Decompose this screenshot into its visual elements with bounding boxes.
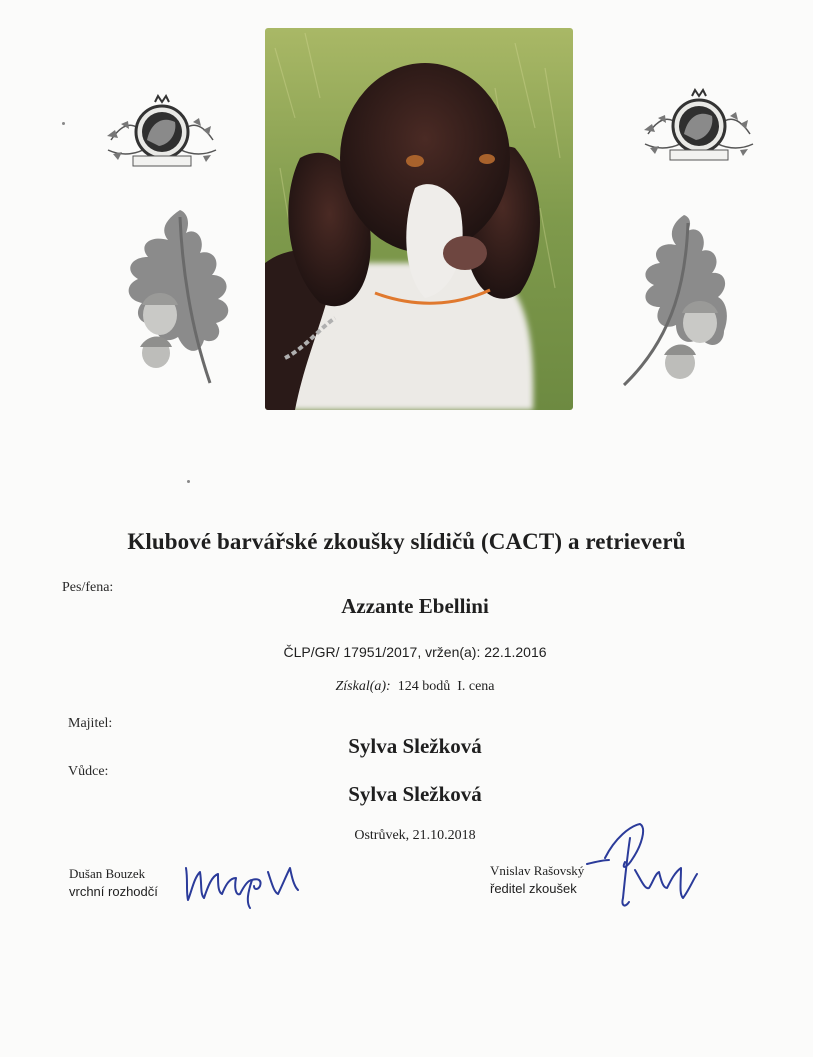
dog-name: Azzante Ebellini bbox=[341, 594, 489, 618]
dog-label: Pes/fena: bbox=[62, 580, 114, 595]
place-date: Ostrůvek, 21.10.2018 bbox=[354, 828, 476, 843]
scan-dot bbox=[62, 122, 65, 125]
owner-name: Sylva Sležková bbox=[348, 734, 482, 758]
result-prize: I. cena bbox=[457, 679, 495, 694]
director-role: ředitel zkoušek bbox=[490, 881, 577, 896]
oak-leaf-acorn-icon bbox=[614, 205, 732, 395]
registration-line: ČLP/GR/ 17951/2017, vržen(a): 22.1.2016 bbox=[283, 644, 547, 660]
judge-signature bbox=[178, 850, 303, 910]
result-line bbox=[0, 679, 813, 695]
judge-role: vrchní rozhodčí bbox=[69, 884, 158, 899]
handler-name: Sylva Sležková bbox=[348, 782, 482, 806]
handler-label: Vůdce: bbox=[68, 764, 109, 779]
owner-label: Majitel: bbox=[68, 716, 113, 731]
club-emblem-icon bbox=[103, 92, 221, 176]
oak-leaf-acorn-icon bbox=[120, 205, 238, 395]
result-points: 124 bodů bbox=[397, 679, 451, 694]
dog-photo bbox=[265, 28, 573, 410]
scan-dot bbox=[187, 480, 190, 483]
result-label: Získal(a): bbox=[335, 679, 391, 694]
director-name: Vnislav Rašovský bbox=[490, 863, 585, 878]
certificate-title: Klubové barvářské zkoušky slídičů (CACT) a retrieverů bbox=[127, 529, 686, 554]
director-signature bbox=[585, 818, 705, 913]
judge-name: Dušan Bouzek bbox=[69, 866, 146, 881]
club-emblem-icon bbox=[640, 86, 758, 170]
